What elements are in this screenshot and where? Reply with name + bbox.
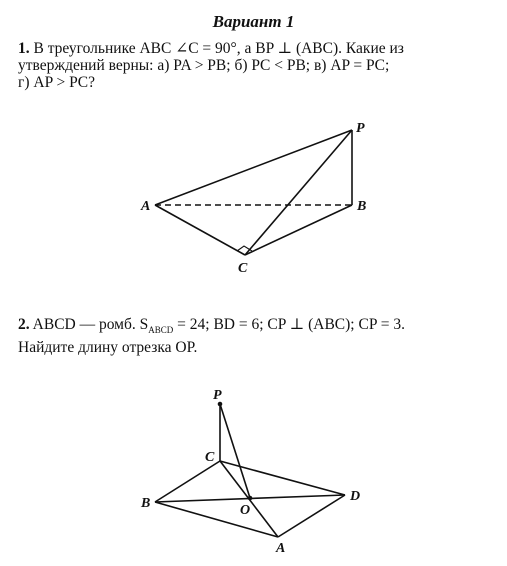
label-c2: C	[205, 450, 215, 465]
problem-2-line-2: Найдите длину отрезка OP.	[18, 339, 198, 357]
problem-2-subscript: ABCD	[148, 325, 174, 336]
problem-2-number: 2.	[18, 316, 30, 333]
variant-title: Вариант 1	[212, 12, 295, 31]
label-b: B	[357, 199, 367, 214]
problem-2-text-1b: = 24; BD = 6; CP ⊥ (ABC); CP = 3.	[173, 316, 405, 333]
point-o	[248, 496, 253, 501]
segment-ab	[155, 502, 278, 537]
segment-bc	[155, 461, 220, 502]
label-c: C	[238, 261, 248, 276]
label-p: P	[356, 121, 365, 136]
problem-1-line-2: утверждений верны: а) PA > PB; б) PC < PB; в) AP = PC;	[18, 57, 390, 74]
label-a: A	[141, 199, 151, 214]
problem-1-number: 1.	[18, 40, 30, 57]
segment-cd	[220, 461, 345, 495]
segment-po	[220, 404, 250, 498]
label-b2: B	[141, 496, 151, 511]
problem-2-text-1a: ABCD — ромб. S	[32, 316, 149, 333]
label-a2: A	[276, 541, 286, 556]
label-o2: O	[240, 503, 251, 518]
label-p2: P	[213, 388, 222, 403]
segment-da	[278, 495, 345, 537]
label-d2: D	[350, 489, 361, 504]
problem-1-line-3: г) AP > PC?	[18, 74, 95, 91]
problem-1-text-1: В треугольнике ABC ∠C = 90°, а BP ⊥ (ABC). Какие из	[33, 40, 404, 57]
